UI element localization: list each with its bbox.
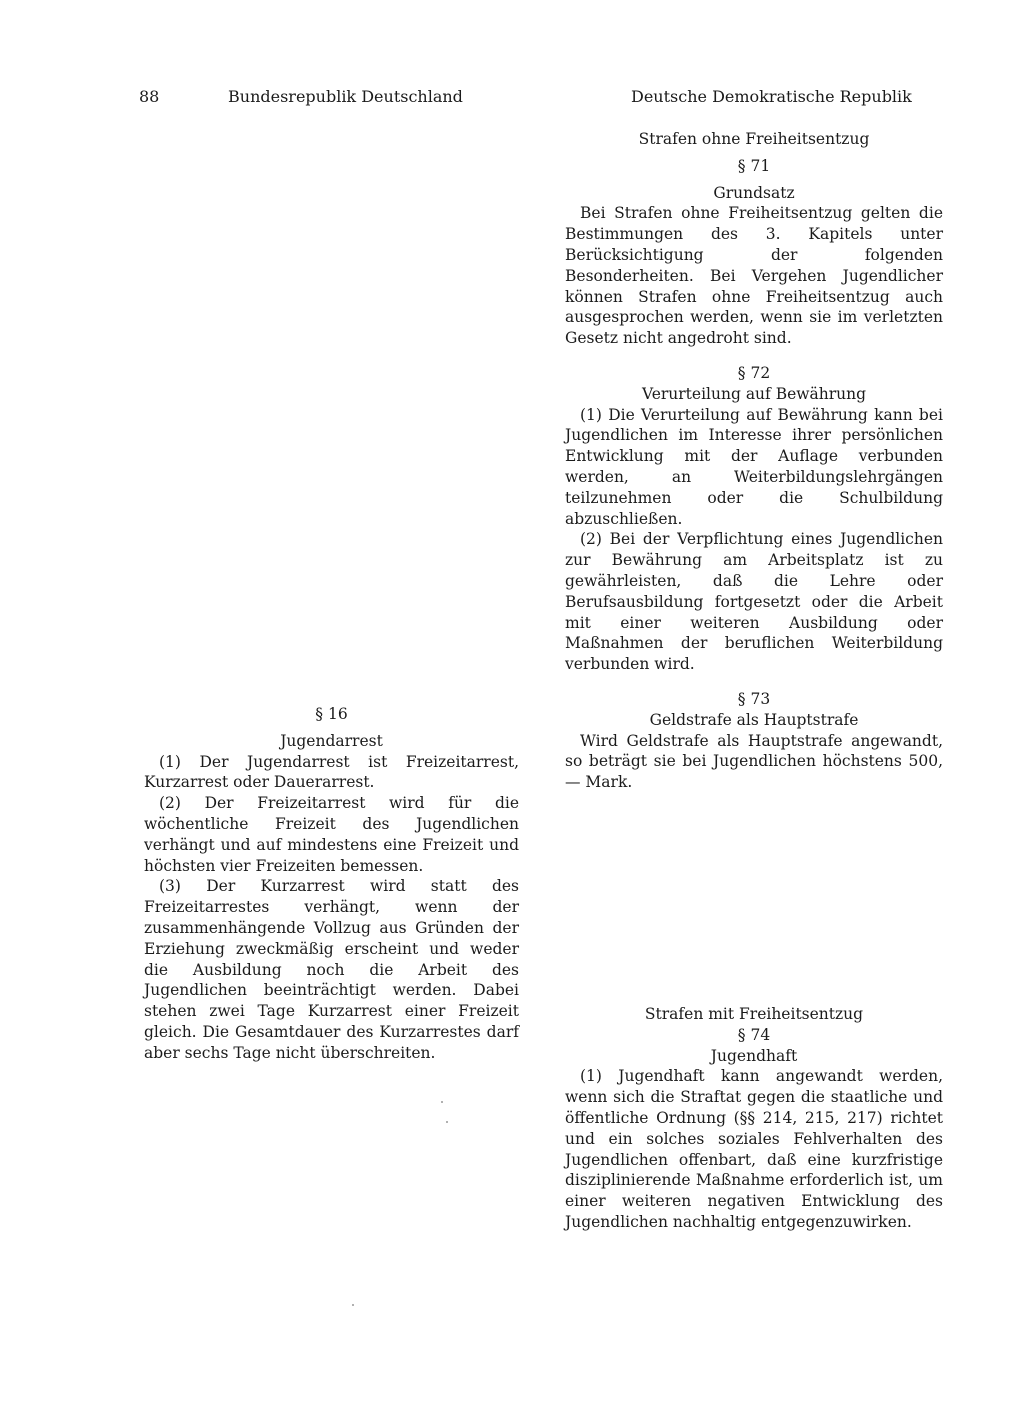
paragraph-number-72: § 72 [737,363,771,382]
header-right-title: Deutsche Demokratische Republik [631,87,912,106]
section-heading: Strafen ohne Freiheitsentzug [638,130,870,148]
paragraph-16-clause-3: (3) Der Kurzarrest wird statt des Freizeitarrestes verhängt, wenn der zusammenhängende Vollzug aus Gründen der Erziehung zweckmäßig erscheint und weder die Ausbildung noch die Arbeit des Jugendlichen beeinträchtigt werden. Dabei stehen zwei Tage Kurzarrest einer Freizeit gleich. Die Gesamtdauer des Kurzarrestes darf aber sechs Tage nicht überschreiten. [144,877,519,1062]
left-column [144,704,519,1064]
scan-speck [446,1121,448,1123]
paragraph-text-73: Wird Geldstrafe als Hauptstrafe angewandt, so beträgt sie bei Jugendlichen höchstens 500,— Mark. [565,731,943,792]
scan-speck [352,1304,354,1306]
paragraph-72-clause-1: (1) Die Verurteilung auf Bewährung kann bei Jugendlichen im Interesse ihrer persönlichen Entwicklung mit der Auflage verbunden werden, an Weiterbildungslehrgängen teilzunehmen oder die Schulbildung abzuschließen. [565,405,943,528]
paragraph-title-71: Grundsatz [713,183,795,202]
right-column-part2 [565,1004,943,1233]
paragraph-number-73: § 73 [737,689,771,708]
paragraph-16-clause-2: (2) Der Freizeitarrest wird für die wöchentliche Freizeit des Jugendlichen verhängt und auf mindestens eine Freizeit und höchsten vier Freizeiten bemessen. [144,794,519,875]
paragraph-number-16: § 16 [315,705,348,723]
paragraph-72-clause-2: (2) Bei der Verpflichtung eines Jugendlichen zur Bewährung am Arbeitsplatz ist zu gewährleisten, daß die Lehre oder Berufsausbildung fortgesetzt oder die Arbeit mit einer weiteren Ausbildung oder Maßnahmen der beruflichen Weiterbildung verbunden wird. [565,530,943,674]
paragraph-number-71: § 71 [737,156,771,175]
paragraph-16-clause-1: (1) Der Jugendarrest ist Freizeitarrest, Kurzarrest oder Dauerarrest. [144,752,519,792]
scan-speck [441,1101,443,1103]
paragraph-title-74: Jugendhaft [710,1046,798,1065]
header-left-title: Bundesrepublik Deutschland [228,87,463,106]
section-heading: Strafen mit Freiheitsentzug [644,1005,864,1023]
paragraph-title-72: Verurteilung auf Bewährung [641,384,867,403]
page-number: 88 [139,87,160,106]
paragraph-number-74: § 74 [737,1025,771,1044]
paragraph-text-74: (1) Jugendhaft kann angewandt werden, wenn sich die Straftat gegen die staatliche und öffentliche Ordnung (§§ 214, 215, 217) richtet und ein solches soziales Fehlverhalten des Jugendlichen offenbart, daß eine kurzfristige disziplinierende Maßnahme erforderlich ist, um einer weiteren negativen Entwicklung des Jugendlichen nachhaltig entgegenzuwirken. [565,1067,943,1231]
paragraph-text-71: Bei Strafen ohne Freiheitsentzug gelten die Bestimmungen des 3. Kapitels unter Berücksichtigung der folgenden Besonderheiten. Bei Vergehen Jugendlicher können Strafen ohne Freiheitsentzug auch ausgesprochen werden, wenn sie im verletzten Gesetz nicht angedroht sind. [565,204,943,348]
right-column-part1 [565,129,943,793]
paragraph-title-16: Jugendarrest [280,731,383,750]
paragraph-title-73: Geldstrafe als Hauptstrafe [649,710,859,729]
